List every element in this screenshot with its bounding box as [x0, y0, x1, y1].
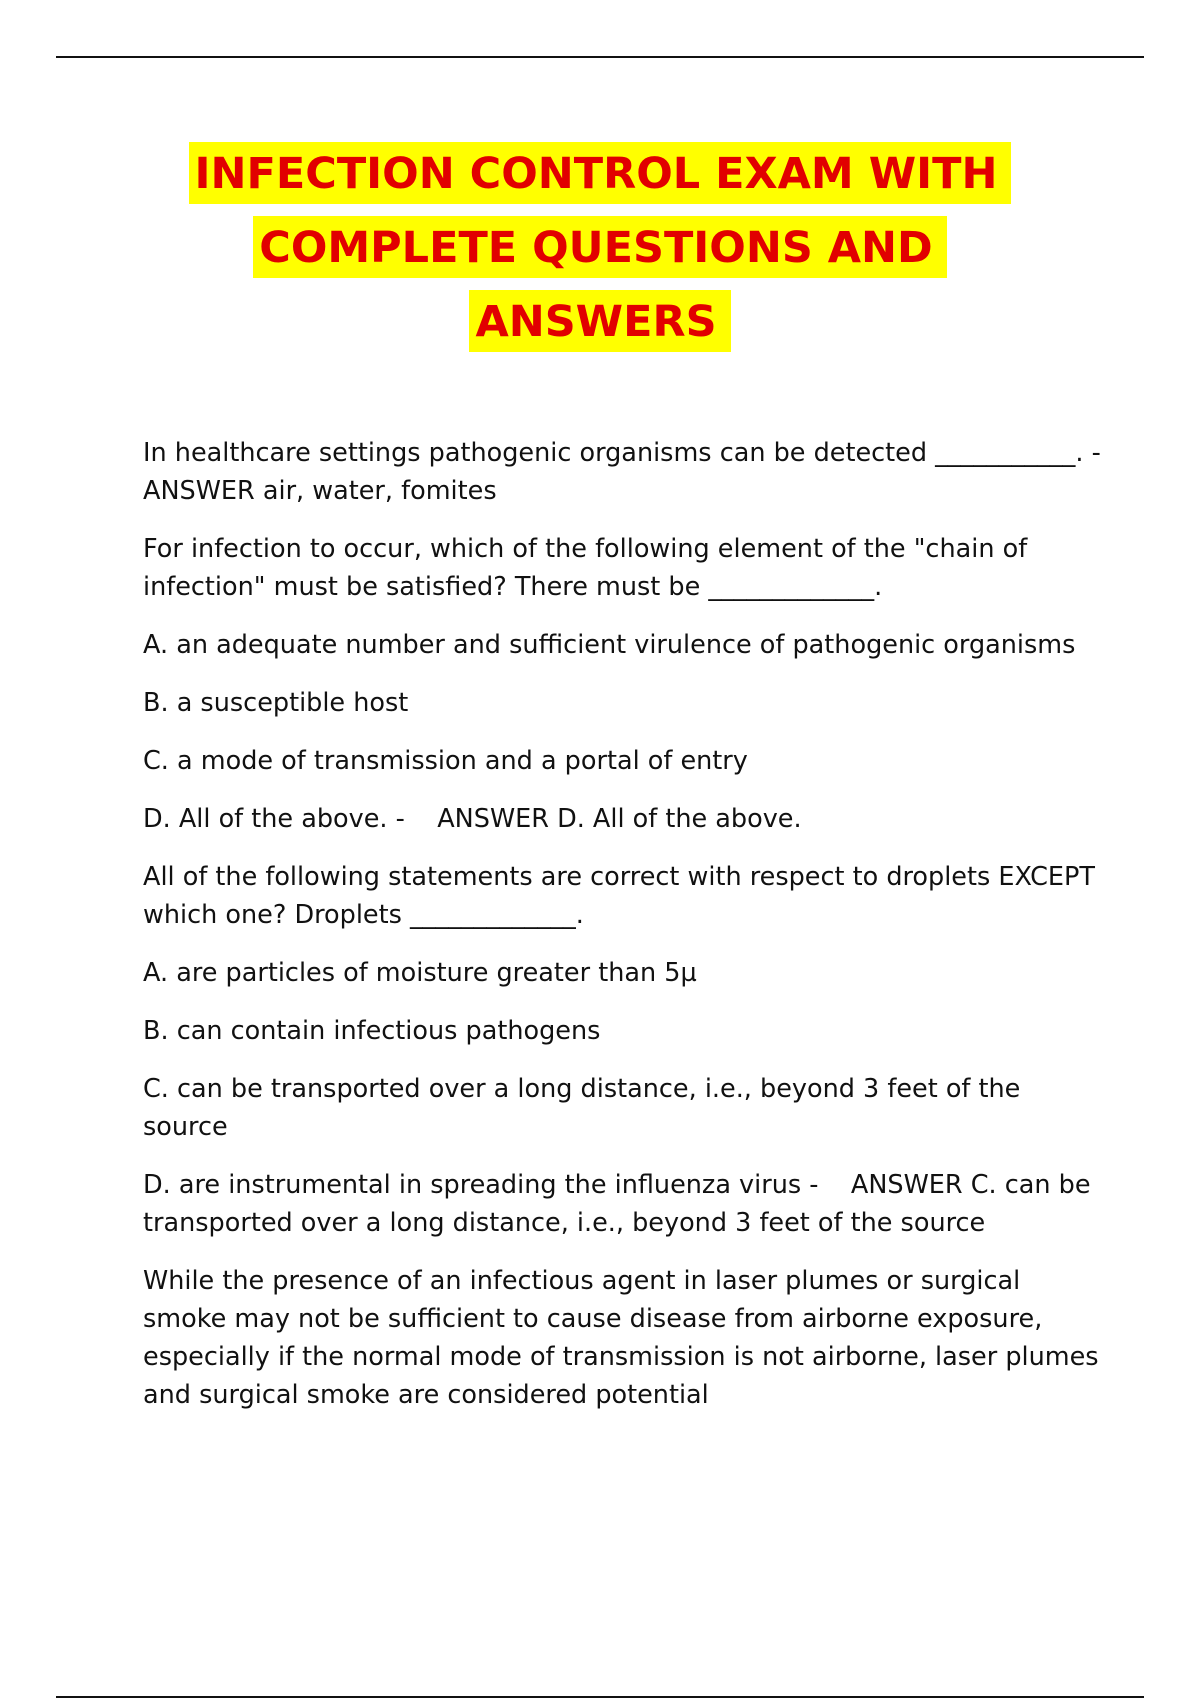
question-2 — [143, 530, 1103, 606]
option-text: A. an adequate number and sufficient virulence of pathogenic organisms — [143, 630, 1076, 660]
question-3-text: All of the following statements are correct with respect to droplets EXCEPT which one? Droplets _____________. — [143, 862, 1104, 930]
question-2-text: For infection to occur, which of the following element of the "chain of infection" must be satisfied? There must be _____________. — [143, 534, 1036, 602]
question-2-option-d-answer — [143, 800, 1103, 838]
question-1 — [143, 434, 1134, 510]
option-text: D. are instrumental in spreading the influenza virus - ANSWER C. can be transported over a long distance, i.e., beyond 3 feet of the source — [143, 1170, 1099, 1238]
question-3 — [143, 858, 1103, 934]
option-text: C. can be transported over a long distance, i.e., beyond 3 feet of the source — [143, 1074, 1029, 1142]
option-text: A. are particles of moisture greater than 5µ — [143, 958, 697, 988]
question-3-option-d-answer — [143, 1166, 1103, 1242]
option-text: B. a susceptible host — [143, 688, 409, 718]
question-3-option-c — [143, 1070, 1103, 1146]
question-4 — [143, 1262, 1107, 1414]
question-2-option-b — [143, 684, 1103, 722]
document-body — [143, 434, 1134, 1434]
question-2-option-c — [143, 742, 1103, 780]
document-title — [0, 142, 1200, 364]
option-text: C. a mode of transmission and a portal of entry — [143, 746, 748, 776]
question-3-option-b — [143, 1012, 1103, 1050]
title-line-2: COMPLETE QUESTIONS AND — [253, 216, 946, 278]
option-text: D. All of the above. - ANSWER D. All of the above. — [143, 804, 802, 834]
question-3-option-a — [143, 954, 1103, 992]
question-4-text: While the presence of an infectious agent in laser plumes or surgical smoke may not be sufficient to cause disease from airborne exposure, especially if the normal mode of transmission is not airborne, laser plumes and surgical smoke are considered potential — [143, 1266, 1107, 1410]
top-rule — [56, 56, 1144, 58]
bottom-rule — [56, 1696, 1144, 1698]
title-line-3: ANSWERS — [469, 290, 730, 352]
option-text: B. can contain infectious pathogens — [143, 1016, 601, 1046]
question-1-text: In healthcare settings pathogenic organisms can be detected ___________. - ANSWER air, water, fomites — [143, 438, 1134, 506]
question-2-option-a — [143, 626, 1103, 664]
title-line-1: INFECTION CONTROL EXAM WITH — [189, 142, 1012, 204]
